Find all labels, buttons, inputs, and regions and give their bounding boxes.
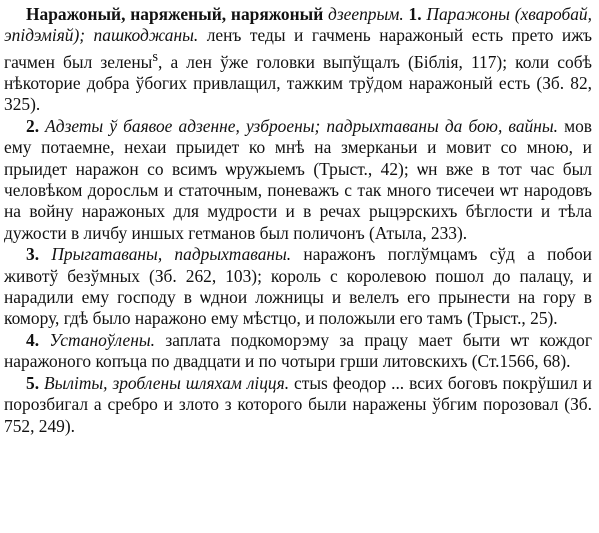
superscript-mark: s	[152, 48, 158, 65]
sense-number-5: 5.	[26, 372, 40, 393]
citation-text-3: наражонъ поглўмцамъ сўд а побои животў безўмных (Зб. 262, 103); король с королевою пошол до палацу, и нарадили ему господу в ѡднои ложницы и велелъ его прынести на гору в комору, гдѣ было наражоно ему мѣстцо, и положыли его тамъ (Трыст., 25).	[4, 244, 592, 329]
citation-text-4: заплата подкоморэму за працу мает быти ѡт кождог наражоного копъца по двадцати и по чотыри грши литовскихъ (Ст.1566, 68).	[4, 329, 592, 372]
entry-paragraph-1	[4, 4, 592, 116]
headword: Наражоный, наряженый, наряжоный	[26, 4, 324, 24]
sense-number-4: 4.	[26, 329, 40, 350]
entry-paragraph-2	[4, 116, 592, 244]
entry-paragraph-3	[4, 244, 592, 330]
sense-gloss-2: Адзеты ў баявое адзенне, узброены; падрыхтаваны да бою, вайны.	[45, 115, 558, 136]
sense-number-3: 3.	[26, 244, 40, 265]
sense-number-1: 1.	[408, 4, 422, 24]
citation-text-2: мов ему потаемне, нехаи прыидет ко мнѣ на змерканьи и мовит со мною, и прыидет наражон со всимъ ѡружыемъ (Трыст., 42); ѡн вже в тот час был человѣком доросльм и статочным, поневажъ с так много тисечеи ѡт народовъ на войну наражоных для мудрости и в речах рыцэрскихъ бѣглости и тѣла дужости в личбу иншых гетманов был поличонъ (Атыла, 233).	[4, 115, 593, 243]
sense-gloss-3: Прыгатаваны, падрыхтаваны.	[51, 244, 292, 265]
sense-gloss-1: Паражоны (хваробай, эпідэміяй); пашкоджаны.	[4, 4, 592, 46]
entry-paragraph-4	[4, 330, 592, 373]
citation-text-1b: , а лен ўже головки выпўщалъ (Біблія, 117); коли собѣ нѣкоторие добра ўбогих привлащил, тажким трўдом наражоный есть (Зб. 82, 325).	[4, 51, 592, 115]
sense-gloss-4: Устаноўлены.	[49, 329, 156, 350]
dictionary-entry	[4, 4, 592, 437]
citation-text-1: ленъ теды и гачмень наражоный есть прето ижъ гачмен был зелены	[4, 25, 592, 72]
sense-number-2: 2.	[26, 115, 40, 136]
citation-text-5: стыs феодор ... всих боговъ покрўшил и порозбигал а сребро и злото з которого были наражены ўбгим порозовал (Зб. 752, 249).	[4, 372, 592, 436]
sense-gloss-5: Выліты, зроблены шляхам ліцця.	[44, 372, 290, 393]
part-of-speech: дзеепрым.	[328, 4, 404, 24]
entry-paragraph-5	[4, 373, 592, 437]
